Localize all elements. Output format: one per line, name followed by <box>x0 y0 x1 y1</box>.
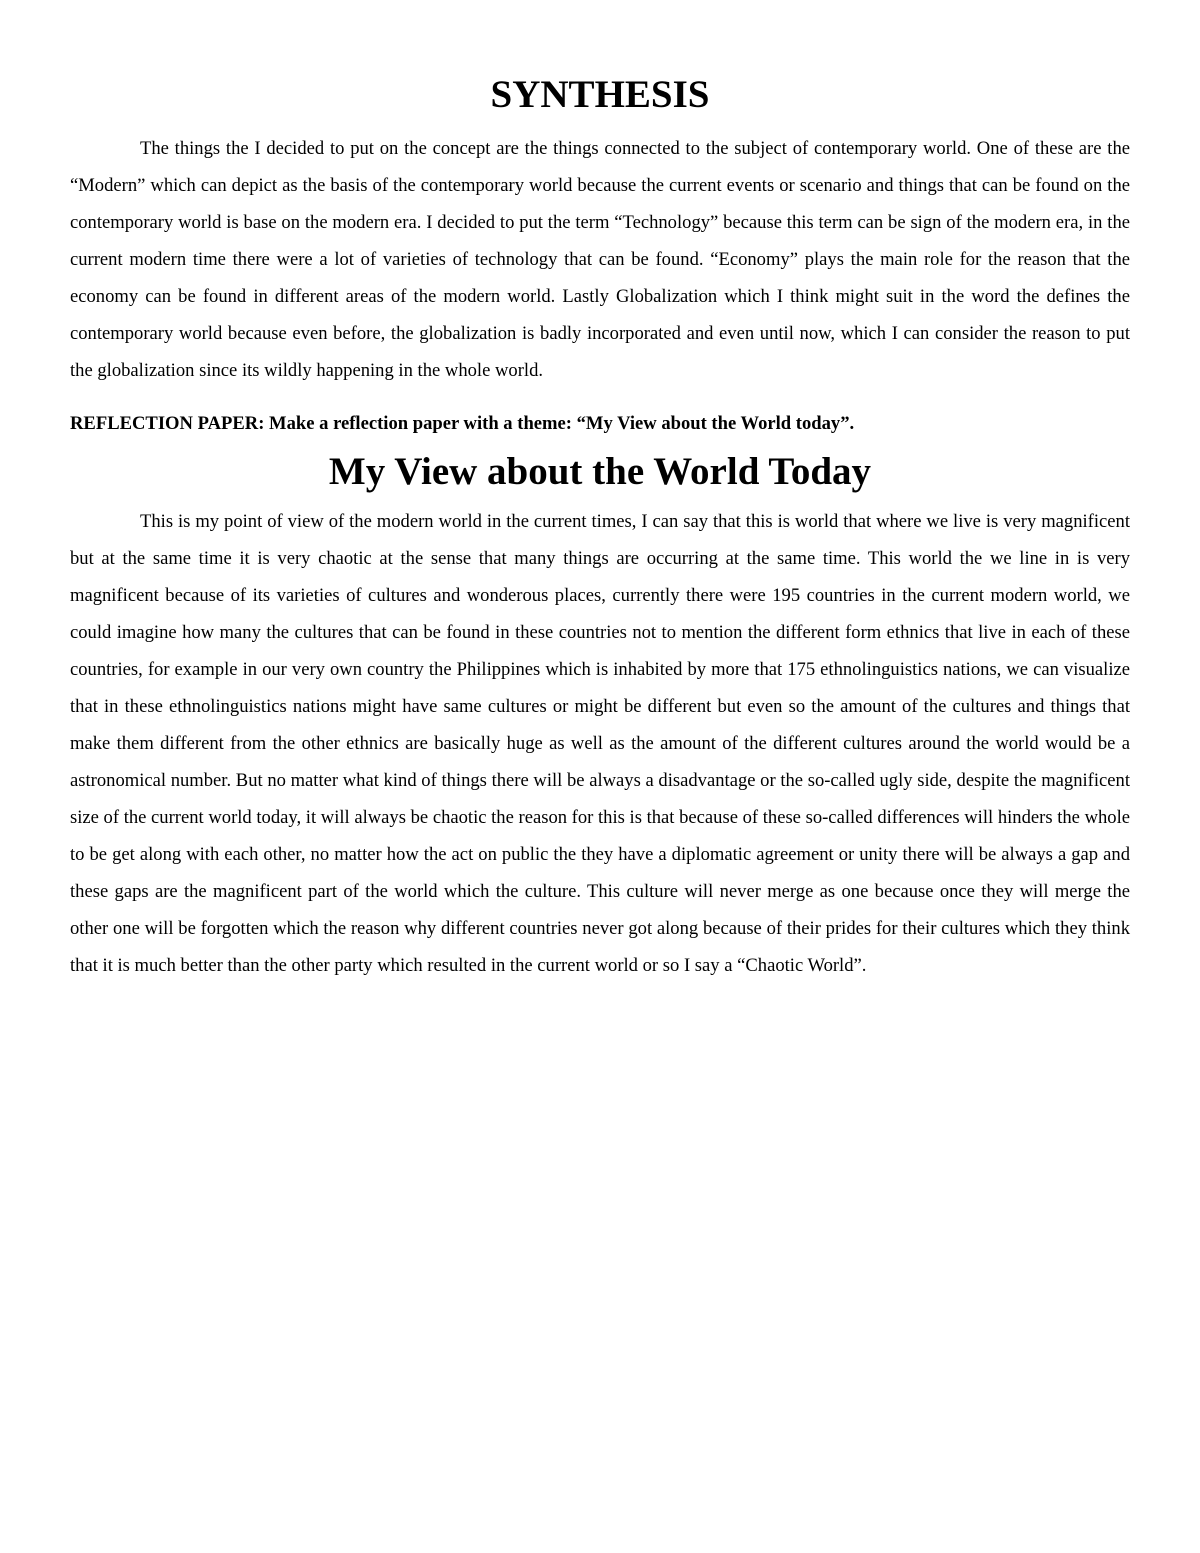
document-content <box>70 72 1130 984</box>
reflection-title: My View about the World Today <box>328 450 872 493</box>
reflection-paragraph: This is my point of view of the modern world in the current times, I can say that this is world that where we live is very magnificent but at the same time it is very chaotic at the sense that many things are occurring at the same time. This world the we line in is very magnificent because of its varieties of cultures and wonderous places, currently there were 195 countries in the current modern world, we could imagine how many the cultures that can be found in these countries not to mention the different form ethnics that live in each of these countries, for example in our very own country the Philippines which is inhabited by more that 175 ethnolinguistics nations, we can visualize that in these ethnolinguistics nations might have same cultures or might be different but even so the amount of the cultures and things that make them different from the other ethnics are basically huge as well as the amount of the different cultures around the world would be a astronomical number. But no matter what kind of things there will be always a disadvantage or the so-called ugly side, despite the magnificent size of the current world today, it will always be chaotic the reason for this is that because of these so-called differences will hinders the whole to be get along with each other, no matter how the act on public the they have a diplomatic agreement or unity there will be always a gap and these gaps are the magnificent part of the world which the culture. This culture will never merge as one because once they will merge the other one will be forgotten which the reason why different countries never got along because of their prides for their cultures which they think that it is much better than the other party which resulted in the current world or so I say a “Chaotic World”. <box>70 511 1131 976</box>
reflection-instruction: REFLECTION PAPER: Make a reflection paper with a theme: “My View about the World today”. <box>70 413 855 434</box>
synthesis-title: SYNTHESIS <box>490 73 710 116</box>
synthesis-paragraph: The things the I decided to put on the concept are the things connected to the subject of contemporary world. One of these are the “Modern” which can depict as the basis of the contemporary world because the current events or scenario and things that can be found on the contemporary world is base on the modern era. I decided to put the term “Technology” because this term can be sign of the modern era, in the current modern time there were a lot of varieties of technology that can be found. “Economy” plays the main role for the reason that the economy can be found in different areas of the modern world. Lastly Globalization which I think might suit in the word the defines the contemporary world because even before, the globalization is badly incorporated and even until now, which I can consider the reason to put the globalization since its wildly happening in the whole world. <box>70 138 1130 381</box>
